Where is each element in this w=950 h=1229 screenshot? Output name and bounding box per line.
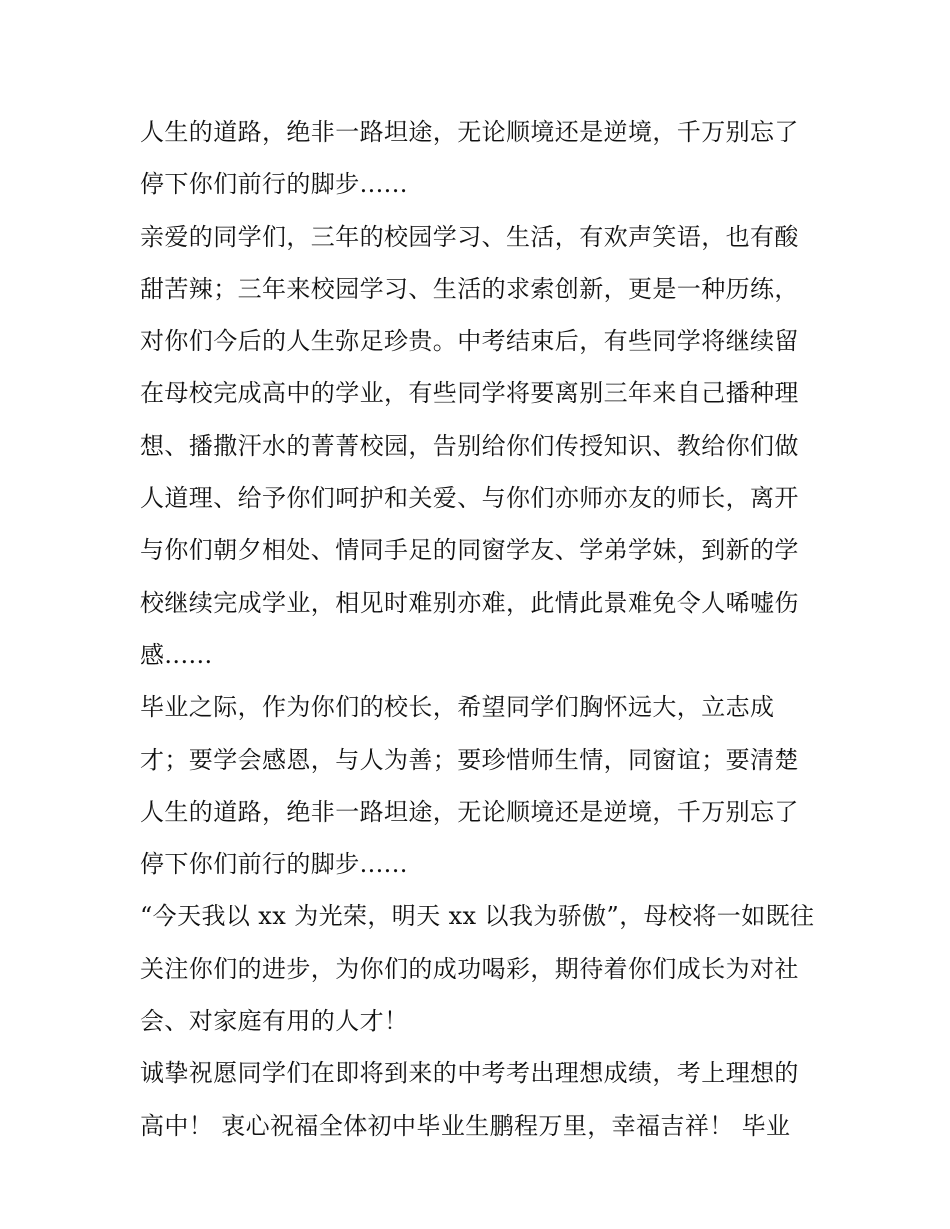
text-line: 甜苦辣；三年来校园学习、生活的求索创新，更是一种历练， (140, 274, 799, 303)
text-line: 毕业之际，作为你们的校长，希望同学们胸怀远大，立志成 (140, 693, 775, 722)
text-line: 想、播撒汗水的菁菁校园，告别给你们传授知识、教给你们做 (140, 431, 799, 460)
text-line: 关注你们的进步，为你们的成功喝彩，期待着你们成长为对社 (140, 954, 799, 983)
text-line: 与你们朝夕相处、情同手足的同窗学友、学弟学妹，到新的学 (140, 536, 799, 565)
text-line: 诚挚祝愿同学们在即将到来的中考考出理想成绩，考上理想的 (140, 1059, 799, 1088)
text-line: 会、对家庭有用的人才！ (140, 1007, 409, 1036)
text-line: 才；要学会感恩，与人为善；要珍惜师生情，同窗谊；要清楚 (140, 745, 799, 774)
text-line: 人生的道路，绝非一路坦途，无论顺境还是逆境，千万别忘了 (140, 797, 799, 826)
text-line: 停下你们前行的脚步...... (140, 170, 408, 199)
text-line: 对你们今后的人生弥足珍贵。中考结束后，有些同学将继续留 (140, 327, 799, 356)
text-line: 在母校完成高中的学业，有些同学将要离别三年来自己播种理 (140, 379, 799, 408)
text-line: 校继续完成学业，相见时难别亦难，此情此景难免令人唏嘘伤 (140, 588, 799, 617)
text-line: “今天我以 xx 为光荣，明天 xx 以我为骄傲”，母校将一如既往 (140, 902, 815, 931)
text-line: 人道理、给予你们呵护和关爱、与你们亦师亦友的师长，离开 (140, 484, 799, 513)
body-text (140, 106, 820, 1152)
text-line: 停下你们前行的脚步...... (140, 850, 408, 879)
text-line: 亲爱的同学们，三年的校园学习、生活，有欢声笑语，也有酸 (140, 222, 799, 251)
text-line: 高中！ 衷心祝福全体初中毕业生鹏程万里，幸福吉祥！ 毕业 (140, 1111, 791, 1140)
text-line: 人生的道路，绝非一路坦途，无论顺境还是逆境，千万别忘了 (140, 118, 799, 146)
text-line: 感...... (140, 640, 213, 669)
